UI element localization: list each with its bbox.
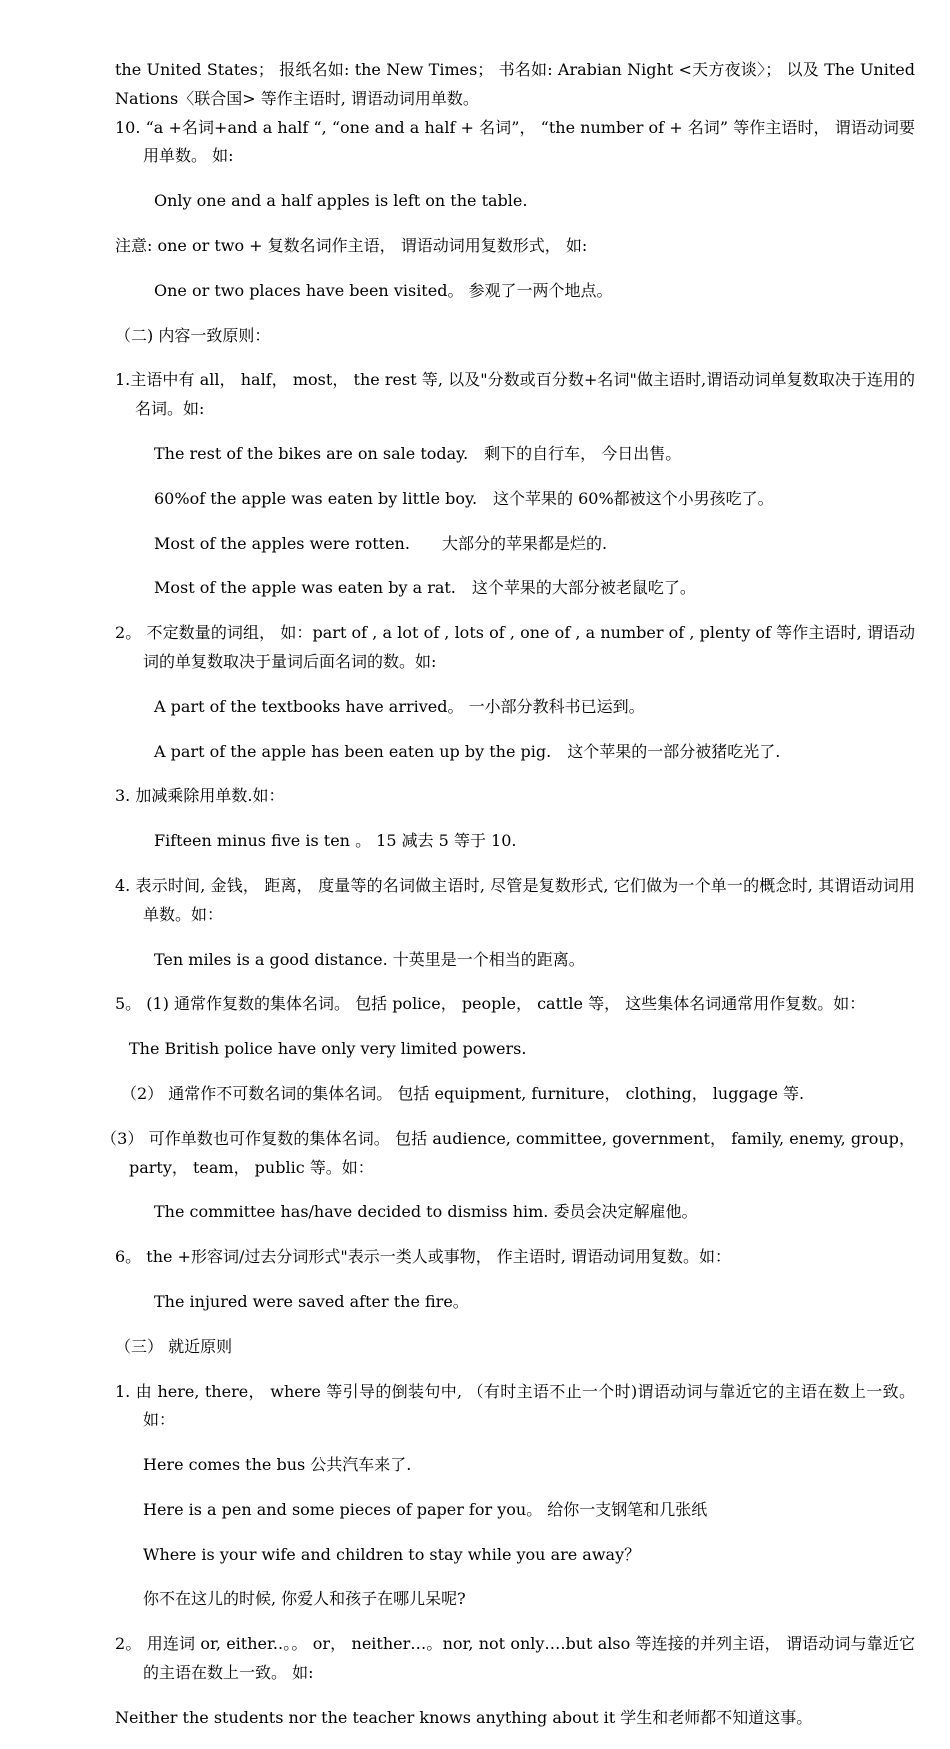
section-heading: （三） 就近原则 bbox=[115, 1336, 233, 1356]
rule-6: 6。 the +形容词/过去分词形式"表示一类人或事物， 作主语时, 谓语动词用复数。如： bbox=[115, 1247, 731, 1267]
example-sentence: Ten miles is a good distance. 十英里是一个相当的距离。 bbox=[154, 949, 585, 969]
example-sentence: Fifteen minus five is ten 。 15 减去 5 等于 10. bbox=[154, 831, 517, 851]
section-heading: （二) 内容一致原则： bbox=[115, 325, 271, 345]
rule-10: 10. “a +名词+and a half “, “one and a half + 名词”， “the number of + 名词” 等作主语时， 谓语动词要用单数。 如: bbox=[115, 117, 915, 166]
rule-4: 4. 表示时间, 金钱， 距离， 度量等的名词做主语时, 尽管是复数形式, 它们做为一个单一的概念时, 其谓语动词用单数。如： bbox=[115, 875, 915, 924]
example-sentence: The committee has/have decided to dismiss him. 委员会决定解雇他。 bbox=[154, 1202, 698, 1222]
example-sentence: 60%of the apple was eaten by little boy. 这个苹果的 60%都被这个小男孩吃了。 bbox=[154, 488, 774, 508]
example-sentence: Here comes the bus 公共汽车来了. bbox=[143, 1455, 412, 1475]
example-sentence: A part of the textbooks have arrived。 一小部分教科书已运到。 bbox=[154, 696, 645, 716]
example-sentence: Here is a pen and some pieces of paper for you。 给你一支钢笔和几张纸 bbox=[143, 1499, 708, 1519]
rule-2: 2。 不定数量的词组， 如：part of , a lot of , lots of , one of , a number of , plenty of 等作主语时, 谓语动词的单复数取决于量词后面名词的数。如: bbox=[115, 623, 915, 671]
example-sentence: Neither the students nor the teacher knows anything about it 学生和老师都不知道这事。 bbox=[115, 1707, 813, 1727]
sub-rule-2: （2） 通常作不可数名词的集体名词。 包括 equipment, furniture， clothing， luggage 等. bbox=[121, 1083, 805, 1103]
rule-1: 1.主语中有 all， half， most， the rest 等, 以及"分数或百分数+名词"做主语时,谓语动词单复数取决于连用的名词。如: bbox=[115, 370, 915, 419]
rule-1: 1. 由 here, there， where 等引导的倒装句中, （有时主语不止一个时)谓语动词与靠近它的主语在数上一致。如： bbox=[115, 1381, 915, 1430]
example-sentence: A part of the apple has been eaten up by the pig. 这个苹果的一部分被猪吃光了. bbox=[154, 741, 781, 761]
rule-2: 2。 用连词 or, either..。。 or， neither…。nor, not only….but also 等连接的并列主语， 谓语动词与靠近它的主语在数上一致。 如: bbox=[115, 1634, 915, 1683]
example-sentence: Only one and a half apples is left on the table. bbox=[154, 191, 528, 211]
example-translation: 你不在这儿的时候, 你爱人和孩子在哪儿呆呢? bbox=[143, 1589, 466, 1609]
example-sentence: Most of the apple was eaten by a rat. 这个苹果的大部分被老鼠吃了。 bbox=[154, 578, 696, 598]
example-sentence: The rest of the bikes are on sale today. 剩下的自行车， 今日出售。 bbox=[154, 443, 682, 463]
example-sentence: Most of the apples were rotten. 大部分的苹果都是烂的. bbox=[154, 533, 608, 553]
sub-rule-3: （3） 可作单数也可作复数的集体名词。 包括 audience, committee, government， family, enemy, group， party， team， public 等。如： bbox=[101, 1128, 915, 1177]
rule-3: 3. 加减乘除用单数.如： bbox=[115, 786, 285, 806]
note: 注意: one or two + 复数名词作主语， 谓语动词用复数形式， 如: bbox=[115, 235, 588, 255]
example-sentence: One or two places have been visited。 参观了一两个地点。 bbox=[154, 280, 613, 300]
rule-5: 5。 (1) 通常作复数的集体名词。 包括 police， people， cattle 等， 这些集体名词通常用作复数。如： bbox=[115, 994, 866, 1014]
paragraph: the United States； 报纸名如: the New Times； 书名如: Arabian Night <天方夜谈〉； 以及 The United Nations〈联合国> 等作主语时, 谓语动词用单数。 bbox=[115, 60, 915, 108]
document-body bbox=[101, 56, 915, 1749]
example-sentence: The British police have only very limited powers. bbox=[129, 1039, 527, 1059]
example-sentence: The injured were saved after the fire。 bbox=[154, 1291, 469, 1311]
example-sentence: Where is your wife and children to stay while you are away？ bbox=[143, 1544, 641, 1564]
